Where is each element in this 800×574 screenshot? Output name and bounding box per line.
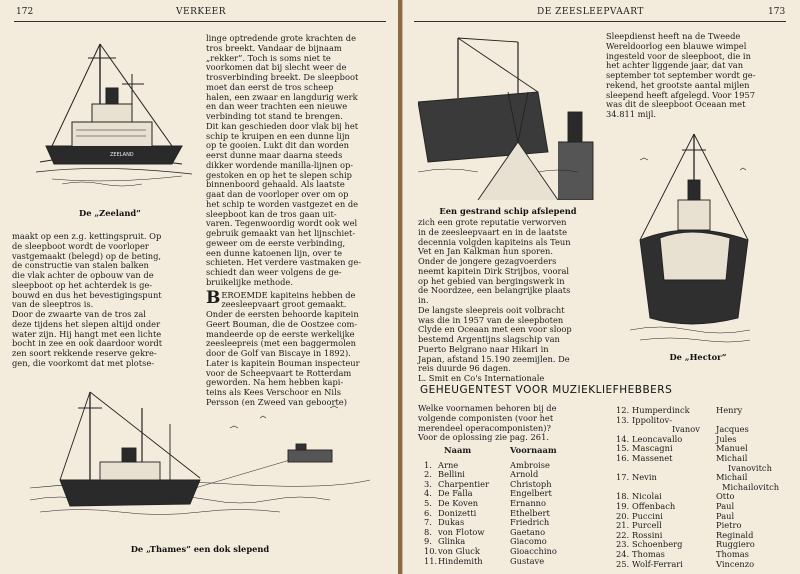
text-line: Persson (en Zweed van geboorte) — [206, 396, 347, 407]
text-line: de constructie van stalen balken — [12, 260, 149, 271]
running-head-left: VERKEER — [176, 7, 226, 17]
text-line: schip te kruipen en een dunne lijn — [206, 130, 350, 141]
quiz-row: 24. Thomas Thomas — [616, 548, 749, 559]
quiz-row: 21. Purcell Pietro — [616, 520, 742, 531]
text-line: deze tijdens het slepen altijd onder — [12, 318, 161, 329]
text-line: in. — [418, 295, 429, 305]
text-line: september tot september wordt ge- — [606, 70, 756, 80]
stranded-ship-illustration — [418, 32, 598, 200]
right-column-1-text — [418, 218, 598, 384]
thames-tow-illustration — [30, 388, 370, 528]
quiz-row: 16. Massenet Michail — [616, 452, 748, 463]
text-line: reis duurde 96 dagen. — [418, 363, 511, 374]
right-column-2-text — [606, 32, 786, 120]
text-line: halen, een zwaar en langdurig werk — [206, 91, 358, 102]
quiz-row: 13. Ippolitov- — [616, 414, 673, 425]
text-line: Wereldoorlog een blauwe wimpel — [606, 40, 747, 51]
text-line: Dit kan geschieden door vlak bij het — [206, 120, 359, 131]
quiz-row: 17. Nevin Michail — [616, 472, 748, 483]
text-line: gaat dan de voorloper over om op — [206, 189, 349, 199]
text-line: de sleepboot wordt de voorloper — [12, 240, 149, 251]
text-line: Welke voornamen behoren bij de — [418, 403, 557, 413]
text-line: gebruik gemaakt van het lijnschiet- — [206, 228, 356, 238]
text-line: L. Smit en Co's Internationale — [418, 373, 545, 383]
text-line: bouwd en dus het bevestigingspunt — [12, 289, 162, 300]
quiz-intro — [418, 404, 614, 443]
text-line: Clyde en Oceaan met een voor sloop — [418, 324, 572, 335]
text-line: was die in 1957 van de sleepboten — [418, 314, 564, 325]
text-line: rekend, het grootste aantal mijlen — [606, 79, 750, 90]
hector-tugboat-illustration — [620, 130, 770, 345]
running-head-right: DE ZEESLEEPVAART — [537, 7, 644, 17]
text-line: voorkomen dat bij slecht weer de — [206, 62, 347, 73]
text-line: bocht in zee en ook daardoor wordt — [12, 338, 163, 349]
text-line: het schip te worden vastgezet en de — [206, 198, 359, 209]
text-line: bruikelijke methode. — [206, 276, 293, 287]
text-line: geweer om de eerste verbinding, — [206, 237, 346, 248]
text-line: op het gebied van bergingswerk in — [418, 275, 565, 286]
left-column-1-text — [12, 232, 200, 369]
quiz-right-table — [616, 406, 779, 569]
quiz-row: 22. Rossini Reginald — [616, 529, 754, 540]
caption-zeeland: De „Zeeland” — [79, 208, 141, 218]
text-line: verbinding tot stand te brengen. — [206, 111, 343, 121]
text-line: neemt kapitein Dirk Strijbos, vooral — [418, 265, 570, 276]
text-line: maakt op een z.g. kettingspruit. Op — [12, 231, 162, 241]
text-line: schiedt dan weer volgens de ge- — [206, 267, 342, 277]
text-line: Door de zwaarte van de tros zal — [12, 309, 146, 319]
text-line: varen. Tegenwoordig wordt ook wel — [206, 218, 358, 229]
text-line: een dunne katoenen lijn, over te — [206, 247, 343, 258]
text-line: zeesleepvaart groot gemaakt. — [221, 299, 347, 310]
quiz-row: 15. Mascagni Manuel — [616, 443, 748, 454]
text-line: zich een grote reputatie verworven — [418, 217, 567, 227]
text-line: die vlak achter de opbouw van de — [12, 270, 154, 280]
quiz-row: 14. Leoncavallo Jules — [616, 433, 737, 444]
text-line: mandeerde op de eerste werkelijke — [206, 328, 355, 339]
text-line: binnenboord gehaald. Als laatste — [206, 179, 345, 190]
left-column-2-text — [206, 34, 390, 408]
quiz-row: 7. Dukas Friedrich — [424, 517, 550, 528]
text-line: Geert Bouman, die de Oostzee com- — [206, 318, 358, 329]
text-line: Puerto Belgrano naar Hikari in — [418, 343, 549, 354]
text-line: zeesleepreis (met een baggermolen — [206, 338, 356, 349]
quiz-left-table — [424, 446, 590, 566]
quiz-row: 9. Glinka Giacomo — [424, 536, 547, 547]
quiz-row: 25. Wolf-Ferrari Vincenzo — [616, 558, 755, 569]
text-line: Later is kapitein Bouman inspecteur — [206, 357, 360, 368]
text-line: moet dan eerst de tros scheep — [206, 81, 334, 92]
quiz-row: 10. von Gluck Gioacchino — [424, 545, 557, 556]
text-line: volgende componisten (voor het — [418, 412, 554, 423]
zeeland-tugboat-illustration — [32, 34, 202, 194]
text-line: en dan weer trachten een nieuwe — [206, 101, 348, 112]
text-line: zen soort rekkende reserve gekre- — [12, 348, 157, 358]
text-line: tros breekt. Vandaar de bijnaam — [206, 42, 342, 53]
text-line: door de Golf van Biscaye in 1892). — [206, 348, 351, 358]
text-line: Sleepdienst heeft na de Tweede — [606, 31, 741, 41]
caption-hector: De „Hector” — [669, 352, 727, 362]
text-line: van de sleeptros is. — [12, 299, 94, 310]
left-page — [0, 0, 399, 574]
text-line: teins als Kees Verschoor en Nils — [206, 387, 341, 397]
text-line: Onder de jongere gezagvoerders — [418, 256, 557, 266]
text-line: was dit de sleepboot Oceaan met — [606, 99, 746, 110]
quiz-row: 20. Puccini Paul — [616, 510, 735, 521]
text-line: schieten. Het verdere vastmaken ge- — [206, 257, 362, 268]
quiz-row: 18. Nicolai Otto — [616, 491, 735, 502]
text-line: sleepboot kan de tros gaan uit- — [206, 208, 337, 219]
quiz-header-row — [424, 446, 590, 456]
quiz-row: 6. Donizetti Ethelbert — [424, 507, 550, 518]
quiz-row: 5. De Koven Ernanno — [424, 497, 546, 508]
quiz-row: 3. Charpentier Christoph — [424, 478, 552, 489]
quiz-header-voornaam: Voornaam — [510, 445, 557, 455]
text-line: merendeel operacomponisten)? — [418, 422, 551, 433]
text-line: Onder de eersten behoorde kapitein — [206, 309, 359, 319]
page-number-left: 172 — [16, 7, 34, 17]
text-line: vastgemaakt (belegd) op de beting, — [12, 250, 162, 261]
text-line: het achter liggende jaar, dat van — [606, 60, 744, 71]
text-line: trosverbinding breekt. De sleepboot — [206, 72, 359, 82]
text-line: sleepend heeft afgelegd. Voor 1957 — [606, 89, 756, 100]
header-rule-left — [14, 21, 386, 22]
text-line: water zijn. Hij hangt met een lichte — [12, 328, 162, 339]
text-line: decennia volgden kapiteins als Teun — [418, 236, 571, 247]
text-line: 34.811 mijl. — [606, 109, 657, 119]
text-line: voor de Scheepvaart te Rotterdam — [206, 367, 352, 378]
svg-text:ZEELAND: ZEELAND — [110, 152, 134, 158]
text-line: dikker wordende manilla-lijnen op- — [206, 159, 354, 170]
quiz-row: 8. von Flotow Gaetano — [424, 526, 546, 537]
text-line: Japan, afstand 15.190 zeemijlen. De — [418, 353, 570, 364]
caption-gestrand: Een gestrand schip afslepend — [439, 206, 577, 216]
quiz-row: Ivanovitch — [728, 462, 772, 473]
text-line: in de zeesleepvaart en in de laatste — [418, 226, 568, 237]
text-line: De langste sleepreis ooit volbracht — [418, 304, 565, 315]
quiz-row: 12. Humperdinck Henry — [616, 405, 743, 415]
text-line: geworden. Na hem hebben kapi- — [206, 377, 344, 388]
text-line: gen, die voorkomt dat met plotse- — [12, 357, 155, 368]
quiz-row: Michailovitch — [722, 481, 780, 492]
page-number-right: 173 — [768, 7, 786, 17]
text-line: Vet en Jan Kalkman hun sporen. — [418, 246, 553, 257]
text-line: ingesteld voor de sleepboot, die in — [606, 50, 751, 61]
quiz-row: 19. Offenbach Paul — [616, 500, 735, 511]
text-line: „rekker”. Toch is soms niet te — [206, 52, 331, 63]
text-line-first: EROEMDE kapiteins hebben de — [221, 289, 356, 300]
text-line: sleepboot op het achterdek is ge- — [12, 279, 153, 290]
text-line: eerst dunne maar daarna steeds — [206, 150, 343, 160]
quiz-header-naam: Naam — [444, 445, 472, 455]
text-line: op te gooien. Lukt dit dan worden — [206, 140, 349, 151]
caption-thames: De „Thames” een dok slepend — [130, 544, 270, 554]
text-line: gestoken en op het te slepen schip — [206, 169, 352, 180]
quiz-title: GEHEUGENTEST VOOR MUZIEKLIEFHEBBERS — [420, 384, 673, 396]
text-line: bestemd Argentijns slagschip van — [418, 334, 560, 344]
text-line: de Noordzee, een belangrijke plaats — [418, 285, 571, 296]
quiz-row: Ivanov Jacques — [672, 424, 749, 435]
quiz-row: 23. Schoenberg Ruggiero — [616, 539, 755, 550]
header-rule-right — [414, 21, 786, 22]
text-line: Voor de oplossing zie pag. 261. — [418, 432, 549, 443]
text-line: linge optredende grote krachten de — [206, 33, 356, 43]
quiz-row: 2. Bellini Arnold — [424, 469, 539, 480]
quiz-row: 11. Hindemith Gustave — [424, 555, 545, 566]
quiz-row: 1. Arne Ambroise — [424, 459, 550, 470]
quiz-row: 4. De Falla Engelbert — [424, 488, 552, 499]
drop-cap: B — [206, 287, 221, 308]
